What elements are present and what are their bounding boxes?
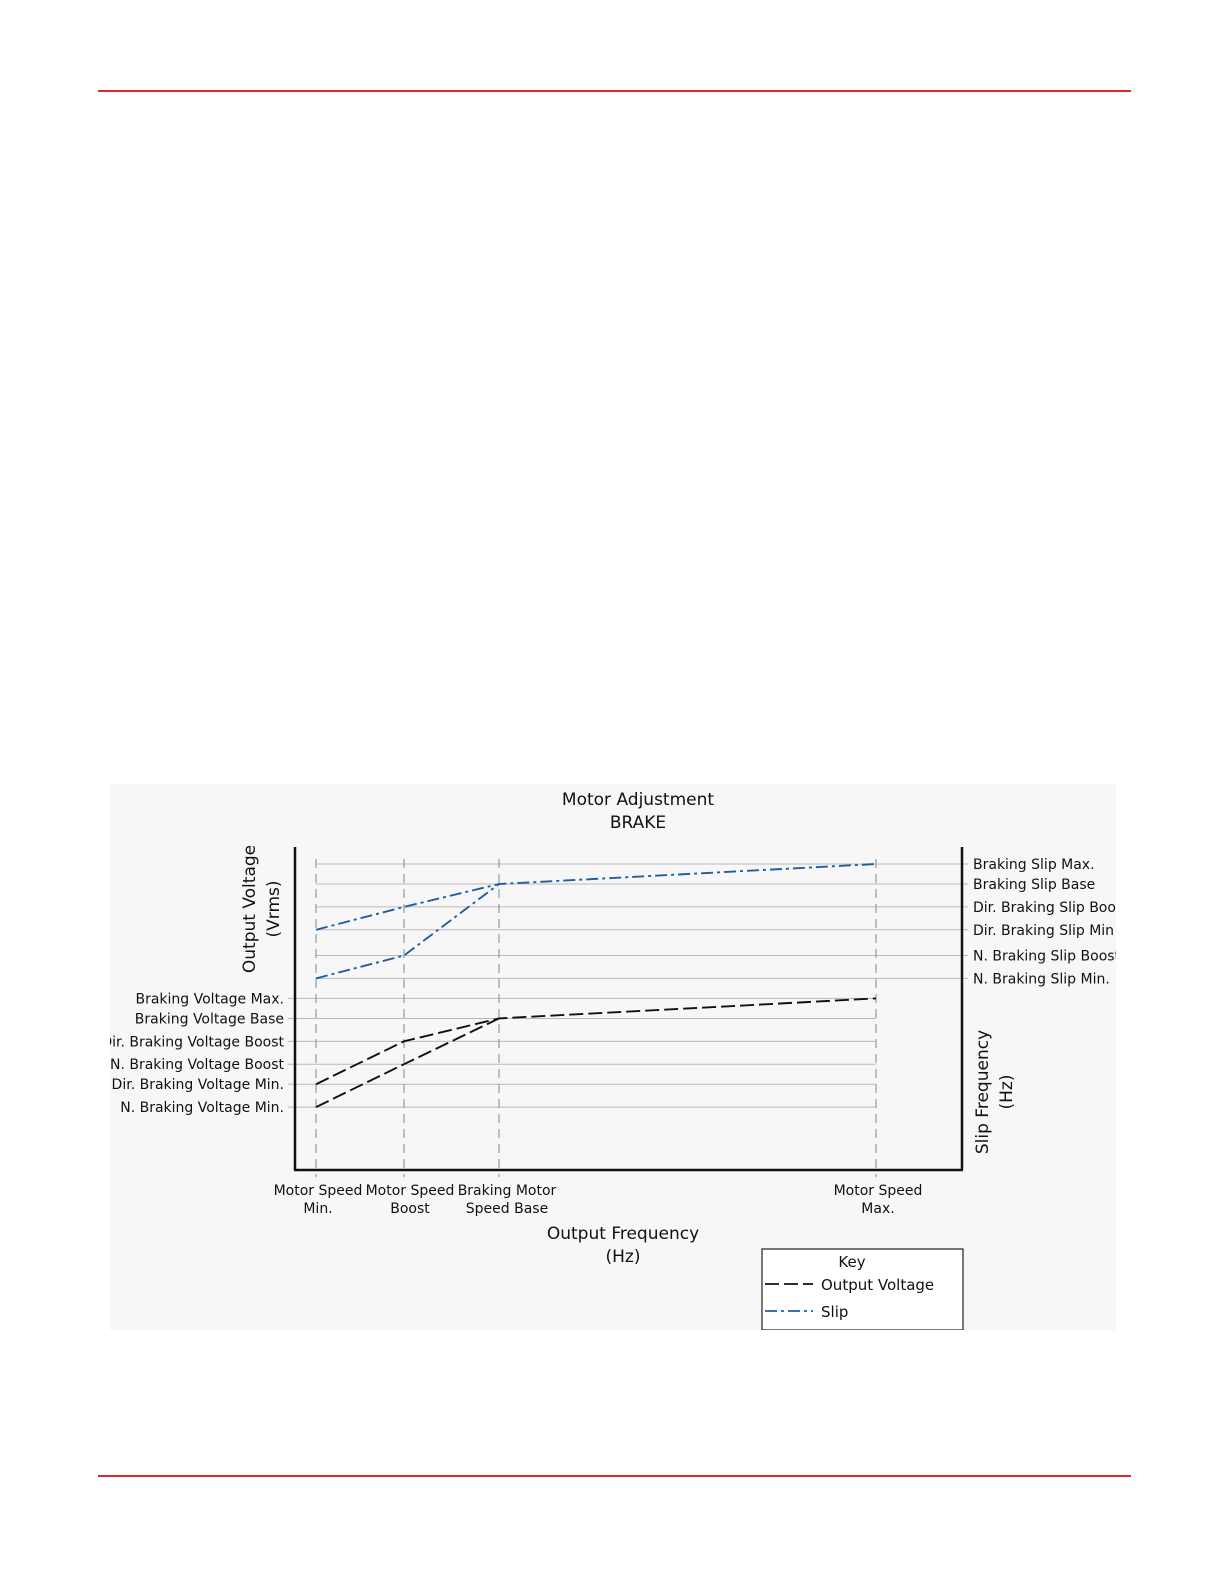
left-tick-label-2: Dir. Braking Voltage Boost xyxy=(110,1034,284,1051)
right-tick-label-0: Braking Slip Max. xyxy=(973,857,1095,873)
chart-figure xyxy=(110,784,1116,1330)
y-axis-title-left xyxy=(240,845,284,973)
y-axis-title-right xyxy=(973,1030,1017,1154)
left-tick-label-3: N. Braking Voltage Boost xyxy=(110,1057,284,1074)
legend-title: Key xyxy=(838,1253,866,1271)
chart-title: Motor Adjustment xyxy=(561,790,715,810)
footer-rule xyxy=(98,1475,1131,1477)
right-tick-label-3: Dir. Braking Slip Min xyxy=(973,922,1115,939)
x-tick-label-boost-1: Motor Speed xyxy=(365,1183,455,1199)
brake-chart xyxy=(110,784,1116,1330)
legend xyxy=(762,1249,963,1330)
y-axis-title-right-line1: Slip Frequency xyxy=(973,1029,993,1155)
x-tick-label-base-1: Braking Motor xyxy=(457,1183,557,1199)
y-axis-title-left-line1: Output Voltage xyxy=(240,844,260,974)
legend-label-output-voltage: Output Voltage xyxy=(821,1276,935,1294)
x-tick-label-max-1: Motor Speed xyxy=(833,1183,923,1199)
series-slip-2 xyxy=(316,864,876,930)
x-tick-label-min-2: Min. xyxy=(303,1201,333,1217)
right-tick-label-5: N. Braking Slip Min. xyxy=(973,971,1110,988)
series-slip-3 xyxy=(316,884,499,978)
x-tick-label-max-2: Max. xyxy=(861,1201,895,1217)
left-tick-label-5: N. Braking Voltage Min. xyxy=(120,1100,284,1117)
right-tick-label-1: Braking Slip Base xyxy=(973,877,1096,894)
legend-label-slip: Slip xyxy=(821,1303,849,1321)
chart-subtitle: BRAKE xyxy=(609,813,667,833)
right-tick-label-2: Dir. Braking Slip Boost xyxy=(973,899,1116,916)
left-tick-label-0: Braking Voltage Max. xyxy=(135,991,284,1008)
series-output-voltage-1 xyxy=(316,1018,499,1107)
y-axis-title-left-line2: (Vrms) xyxy=(264,880,284,938)
y-axis-title-right-line2: (Hz) xyxy=(997,1074,1017,1110)
x-axis-title-line1: Output Frequency xyxy=(546,1224,700,1244)
left-tick-label-1: Braking Voltage Base xyxy=(134,1011,284,1028)
x-tick-label-base-2: Speed Base xyxy=(465,1201,549,1217)
x-axis-title-line2: (Hz) xyxy=(605,1247,641,1267)
x-tick-label-min-1: Motor Speed xyxy=(273,1183,363,1199)
right-tick-label-4: N. Braking Slip Boost xyxy=(973,948,1116,965)
x-tick-label-boost-2: Boost xyxy=(390,1201,430,1217)
left-tick-label-4: Dir. Braking Voltage Min. xyxy=(111,1077,284,1094)
header-rule xyxy=(98,90,1131,92)
